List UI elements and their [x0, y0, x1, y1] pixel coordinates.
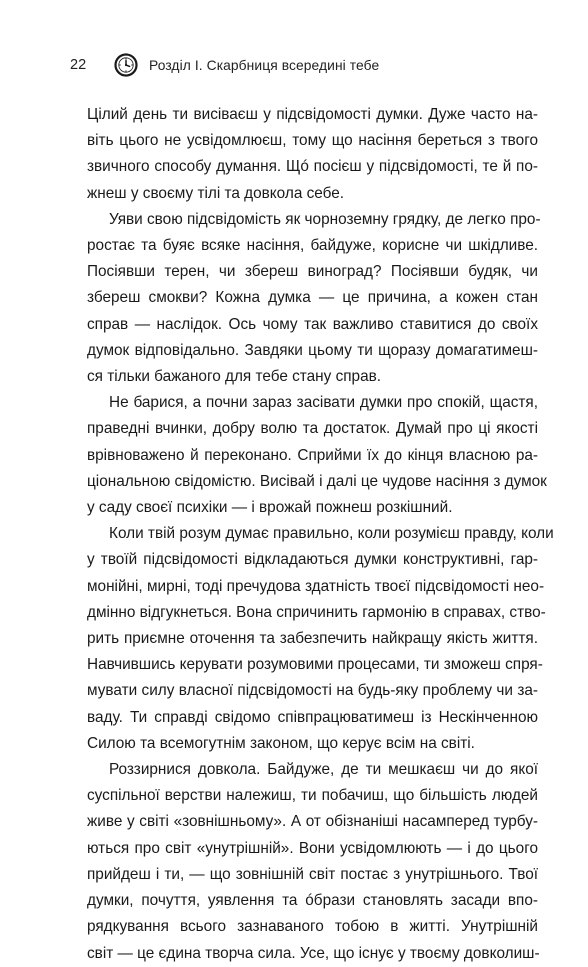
text-line: Коли твій розум думає правильно, коли розумієш правду, коли: [109, 525, 554, 543]
text-line: Навчившись керувати розумовими процесами, ти зможеш спря-: [87, 656, 543, 674]
text-line: врівноважено й переконано. Сприйми їх до кінця власною ра-: [87, 446, 538, 464]
paragraph: [87, 521, 554, 757]
text-line: справ — наслідок. Ось чому так важливо ставитися до своїх: [87, 315, 538, 333]
text-line: суспільної верстви належиш, ти побачиш, що більшість людей: [87, 787, 538, 805]
text-line: світ — це єдина творча сила. Усе, що існує у твоєму довколиш-: [87, 944, 540, 962]
text-line: Посіявши терен, чи збереш виноград? Посіявши будяк, чи: [87, 263, 538, 281]
text-line: Силою та всемогутнім законом, що керує всім на світі.: [87, 734, 475, 752]
text-line: рядкування всього зазнаваного тобою в житті. Унутрішній: [87, 918, 538, 936]
running-header: [70, 50, 540, 80]
text-line: Роззирнися довкола. Байдуже, де ти мешкаєш чи до якої: [109, 761, 538, 779]
text-line: мувати силу власної підсвідомості на будь-яку проблему чи за-: [87, 682, 538, 700]
text-line: ваду. Ти справді свідомо співпрацюватимеш із Нескінченною: [87, 708, 538, 726]
text-line: ростає та буяє всяке насіння, байдуже, корисне чи шкідливе.: [87, 237, 538, 255]
text-line: ціональною свідомістю. Висівай і далі це чудове насіння з думок: [87, 472, 547, 490]
text-line: збереш смокви? Кожна думка — це причина, а кожен стан: [87, 289, 538, 307]
text-line: праведні вчинки, добру волю та достаток. Думай про ці якості: [87, 420, 538, 438]
paragraph: [87, 102, 538, 207]
running-head-title: Розділ І. Скарбниця всередині тебе: [149, 57, 380, 73]
text-line: ються про світ «унутрішній». Вони усвідомлюють — і до цього: [87, 839, 538, 857]
body-text: [87, 102, 554, 967]
text-line: монійні, мирні, тоді пречудова здатність твоєї підсвідомості нео-: [87, 577, 545, 595]
text-line: думок відповідально. Завдяки цьому ти щоразу домагатимеш-: [87, 341, 538, 359]
text-line: ся тільки бажаного для тебе стану справ.: [87, 368, 382, 386]
page-number: 22: [70, 57, 87, 73]
text-line: живе у світі «зовнішньому». А от обізнаніші насамперед турбу-: [87, 813, 538, 831]
text-line: прийдеш і ти, — що зовнішній світ постає з унутрішнього. Твої: [87, 865, 538, 883]
text-line: жнеш у своєму тілі та довкола себе.: [87, 184, 345, 202]
text-line: віть цього не усвідомлюєш, тому що насіння береться з твого: [87, 132, 538, 150]
text-line: у твоїй підсвідомості відкладаються думки конструктивні, гар-: [87, 551, 538, 569]
text-line: Уяви свою підсвідомість як чорноземну грядку, де легко про-: [109, 210, 541, 228]
text-line: Цілий день ти висіваєш у підсвідомості думки. Дуже часто на-: [87, 106, 538, 123]
paragraph: [87, 757, 538, 967]
text-line: звичного способу думання. Щó посієш у підсвідомості, те й по-: [87, 158, 538, 176]
text-line: дмінно відгукнеться. Вона спричинить гармонію в справах, ство-: [87, 603, 546, 621]
paragraph: [87, 390, 547, 521]
text-line: у саду своєї психіки — і врожай пожнеш розкішний.: [87, 499, 453, 517]
clock-icon: [114, 53, 138, 77]
text-line: думки, почуття, уявлення та óбрази становлять засади впо-: [87, 892, 538, 910]
text-line: Не барися, а почни зараз засівати думки про спокій, щастя,: [109, 394, 538, 412]
paragraph: [87, 207, 541, 390]
text-line: рить приємне оточення та забезпечить найкращу якість життя.: [87, 630, 538, 648]
